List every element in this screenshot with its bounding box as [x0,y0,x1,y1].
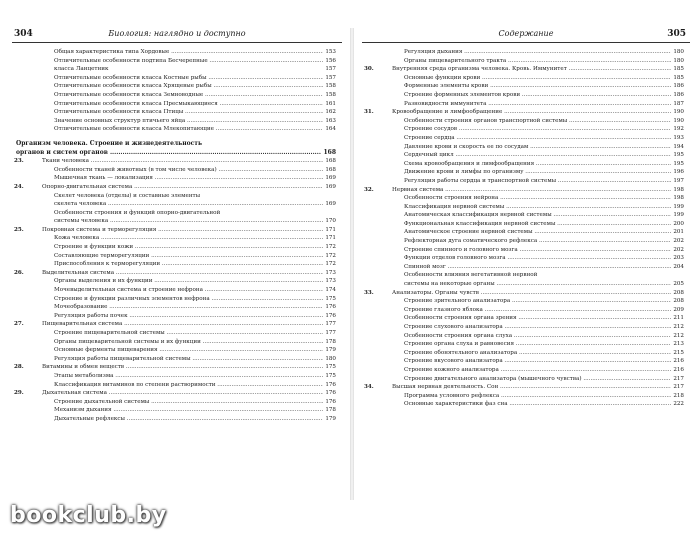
entry-page-number: 178 [325,338,336,345]
toc-entry[interactable] [12,312,342,321]
toc-chapter-entry[interactable] [12,269,342,278]
entry-title: Отличительные особенности класса Пресмыкающиеся ..... [54,100,324,109]
entry-page-number: 212 [673,332,684,339]
toc-entry[interactable] [362,254,690,263]
toc-entry[interactable] [362,48,690,57]
toc-entry[interactable] [12,295,342,304]
entry-page-number: 171 [325,235,336,242]
entry-page-number: 174 [325,287,336,294]
toc-entry[interactable] [362,203,690,212]
entry-title: Классификация витаминов по степени растворимости ..... [54,381,324,390]
entry-page-number: 157 [325,66,336,73]
entry-title: Форменные элементы крови ..... [404,82,672,91]
toc-entry[interactable] [362,117,690,126]
toc-entry[interactable] [12,200,342,209]
entry-page-number: 202 [673,238,684,245]
entry-title: Функции отделов головного мозга ..... [404,254,672,263]
toc-section-heading[interactable] [12,140,342,149]
entry-page-number: 199 [673,203,684,210]
entry-title: органов и систем органов ..... [16,149,324,158]
toc-chapter-entry[interactable] [362,289,690,298]
entry-page-number: 198 [673,186,684,193]
toc-entry[interactable] [362,74,690,83]
toc-entry[interactable] [362,211,690,220]
toc-entry[interactable] [362,271,690,280]
entry-page-number: 212 [673,324,684,330]
entry-page-number: 186 [673,83,684,90]
entry-page-number: 222 [673,401,684,408]
entry-title: Строение слухового анализатора ..... [404,323,672,332]
right-page [362,28,690,500]
toc-entry[interactable] [362,297,690,306]
toc-entry[interactable] [362,400,690,409]
toc-entry[interactable] [362,220,690,229]
toc-entry[interactable] [362,332,690,341]
toc-entry[interactable] [362,340,690,349]
entry-title: Особенности строения органа зрения ..... [404,314,672,323]
chapter-number: 32. [364,186,374,193]
entry-title: Мочевыделительная система и строение нефрона ..... [54,286,324,295]
toc-entry[interactable] [362,91,690,100]
entry-page-number: 204 [673,263,684,270]
entry-title: Строение органа слуха и равновесия ..... [404,340,672,349]
toc-entry[interactable] [12,74,342,83]
entry-title: Регуляция дыхания ..... [404,48,672,57]
toc-chapter-entry[interactable] [12,157,342,166]
toc-list [362,48,690,409]
entry-title: Особенности строения нейрона ..... [404,194,672,203]
toc-entry[interactable] [362,280,690,289]
entry-title: Организм человека. Строение и жизнедеятельность [16,139,203,147]
entry-page-number: 180 [673,57,684,64]
toc-entry[interactable] [362,168,690,177]
entry-title: Мочеобразование ..... [54,303,324,312]
watermark-logo: bookclub.by [10,503,167,528]
toc-entry[interactable] [362,151,690,160]
toc-entry[interactable] [12,338,342,347]
entry-page-number: 209 [673,306,684,313]
entry-page-number: 195 [673,160,684,167]
toc-entry[interactable] [12,355,342,364]
entry-page-number: 192 [673,126,684,133]
page-number: 305 [667,29,686,39]
toc-entry[interactable] [362,237,690,246]
entry-page-number: 216 [673,358,684,365]
entry-page-number: 211 [673,315,684,322]
entry-page-number: 218 [673,392,684,399]
entry-title: Строение обонятельного анализатора ..... [404,349,672,358]
toc-section-heading[interactable] [12,149,342,158]
entry-title: Строение вкусового анализатора ..... [404,357,672,366]
toc-entry[interactable] [362,143,690,152]
entry-title: скелета человека ..... [54,200,324,209]
entry-page-number: 176 [325,398,336,405]
entry-page-number: 186 [673,91,684,98]
toc-entry[interactable] [362,366,690,375]
entry-page-number: 217 [673,384,684,391]
toc-chapter-entry[interactable] [12,389,342,398]
toc-entry[interactable] [12,329,342,338]
entry-page-number: 173 [325,278,336,285]
entry-page-number: 168 [325,158,336,165]
entry-page-number: 179 [325,347,336,354]
entry-title: Основные характеристики фаз сна ..... [404,400,672,409]
toc-entry[interactable] [362,134,690,143]
entry-page-number: 199 [673,212,684,219]
toc-entry[interactable] [12,372,342,381]
entry-title: Кровообращение и лимфообращение ..... [392,108,672,117]
toc-entry[interactable] [12,91,342,100]
toc-entry[interactable] [12,48,342,57]
running-title: Биология: наглядно и доступно [108,29,246,38]
entry-title: Основные ферменты пищеварения ..... [54,346,324,355]
entry-page-number: 193 [673,134,684,141]
entry-page-number: 176 [325,304,336,311]
toc-entry[interactable] [12,346,342,355]
chapter-number: 24. [14,183,24,190]
entry-page-number: 158 [325,83,336,90]
entry-title: Регуляция работы сердца и транспортной системы ..... [404,177,672,186]
entry-page-number: 173 [325,269,336,276]
entry-page-number: 197 [673,177,684,184]
toc-entry[interactable] [362,82,690,91]
toc-entry[interactable] [362,100,690,109]
toc-chapter-entry[interactable] [362,65,690,74]
toc-entry[interactable] [12,57,342,66]
entry-title: Сердечный цикл ..... [404,151,672,160]
entry-page-number: 203 [673,255,684,262]
entry-title: Разновидности иммунитета ..... [404,100,672,109]
entry-title: Дыхательные рефлексы ..... [54,415,324,424]
entry-page-number: 208 [673,289,684,296]
entry-title: Покровная система и терморегуляция ..... [42,226,324,235]
entry-title: Строение пищеварительной системы ..... [54,329,324,338]
entry-page-number: 172 [325,252,336,259]
entry-title: Органы выделения и их функции ..... [54,277,324,286]
chapter-number: 28. [14,364,24,371]
page-number: 304 [14,29,33,39]
entry-page-number: 213 [673,341,684,348]
entry-page-number: 163 [325,117,336,124]
entry-page-number: 198 [673,195,684,202]
entry-title: Строение спинного и головного мозга ..... [404,246,672,255]
entry-page-number: 171 [325,226,336,233]
entry-page-number: 190 [673,109,684,116]
entry-page-number: 194 [673,143,684,150]
entry-title: Строение зрительного анализатора ..... [404,297,672,306]
entry-title: Ткани человека ..... [42,157,324,166]
toc-entry[interactable] [12,234,342,243]
left-page [12,28,342,500]
entry-page-number: 205 [673,281,684,288]
entry-page-number: 172 [325,261,336,268]
toc-entry[interactable] [12,286,342,295]
entry-page-number: 164 [325,126,336,133]
running-title: Содержание [498,29,554,38]
entry-page-number: 169 [325,201,336,208]
entry-title: системы на некоторые органы ..... [404,280,672,289]
entry-title: Нервная система ..... [392,186,672,195]
entry-page-number: 201 [673,229,684,236]
toc-entry[interactable] [12,217,342,226]
entry-title: Внутренняя среда организма человека. Кровь. Иммунитет ..... [392,65,672,74]
chapter-number: 29. [14,390,24,397]
entry-title: Кожа человека ..... [54,234,324,243]
entry-title: Строение сосудов ..... [404,125,672,134]
toc-entry[interactable] [362,306,690,315]
toc-entry[interactable] [362,246,690,255]
entry-page-number: 215 [673,349,684,356]
chapter-number: 34. [364,384,374,391]
entry-page-number: 179 [325,415,336,422]
toc-entry[interactable] [362,314,690,323]
toc-entry[interactable] [12,174,342,183]
toc-entry[interactable] [362,323,690,332]
entry-title: Мышечная ткань — локализация ..... [54,174,324,183]
entry-title: Программа условного рефлекса ..... [404,392,672,401]
entry-page-number: 185 [673,66,684,73]
entry-title: Общая характеристика типа Хордовые ..... [54,48,324,57]
entry-title: Строение кожного анализатора ..... [404,366,672,375]
entry-title: Строение сердца ..... [404,134,672,143]
entry-page-number: 161 [325,100,336,107]
toc-chapter-entry[interactable] [12,183,342,192]
entry-title: Составляющие терморегуляции ..... [54,252,324,261]
toc-entry[interactable] [12,398,342,407]
toc-entry[interactable] [12,125,342,134]
chapter-number: 33. [364,289,374,296]
toc-entry[interactable] [362,375,690,384]
toc-chapter-entry[interactable] [12,363,342,372]
entry-page-number: 176 [325,312,336,319]
entry-page-number: 172 [325,244,336,251]
toc-entry[interactable] [12,108,342,117]
toc-entry[interactable] [12,82,342,91]
toc-entry[interactable] [12,65,342,74]
entry-title: Регуляция работы пищеварительной системы ..... [54,355,324,364]
entry-page-number: 185 [673,74,684,81]
entry-page-number: 176 [325,390,336,397]
page-header [12,28,342,43]
entry-title: Отличительные особенности класса Земноводные ..... [54,91,324,100]
entry-title: Отличительные особенности класса Млекопитающие ..... [54,125,324,134]
toc-entry[interactable] [12,303,342,312]
entry-title: класса Ланцетник [54,66,109,73]
entry-title: Особенности влияния вегетативной нервной [404,272,538,279]
entry-title: Особенности строения и функций опорно-двигательной [54,209,221,216]
entry-title: Движение крови и лимфы по организму ..... [404,168,672,177]
entry-page-number: 175 [325,372,336,379]
page-header [362,28,690,43]
entry-page-number: 158 [325,91,336,98]
toc-entry[interactable] [12,252,342,261]
toc-entry[interactable] [12,260,342,269]
entry-title: Строение форменных элементов крови ..... [404,91,672,100]
toc-entry[interactable] [12,406,342,415]
entry-title: Выделительная система ..... [42,269,324,278]
entry-page-number: 178 [325,407,336,414]
entry-title: Основные функции крови ..... [404,74,672,83]
entry-title: Высшая нервная деятельность. Сон ..... [392,383,672,392]
toc-entry[interactable] [362,125,690,134]
entry-title: Спинной мозг ..... [404,263,672,272]
entry-title: Строение дыхательной системы ..... [54,398,324,407]
entry-title: Приспособления к терморегуляции ..... [54,260,324,269]
entry-page-number: 168 [325,166,336,173]
entry-title: Особенности тканей животных (в том числе человека) ..... [54,166,324,175]
entry-title: Значение основных структур птичьего яйца ..... [54,117,324,126]
entry-page-number: 196 [673,169,684,176]
toc-list [12,48,342,424]
toc-entry[interactable] [12,243,342,252]
entry-page-number: 202 [673,246,684,253]
chapter-number: 23. [14,158,24,165]
entry-title: Органы пищеварительного тракта ..... [404,57,672,66]
toc-entry[interactable] [362,392,690,401]
entry-title: Схема кровообращения и лимфообращения ..... [404,160,672,169]
entry-page-number: 180 [673,49,684,55]
entry-title: Давление крови и скорость ее по сосудам ..... [404,143,672,152]
entry-page-number: 208 [673,298,684,305]
entry-title: Регуляция работы почек ..... [54,312,324,321]
entry-page-number: 176 [325,381,336,388]
entry-title: Анатомическая классификация нервной системы ..... [404,211,672,220]
entry-title: Особенности строения органа слуха ..... [404,332,672,341]
toc-entry[interactable] [362,349,690,358]
toc-chapter-entry[interactable] [362,383,690,392]
toc-entry[interactable] [362,160,690,169]
toc-chapter-entry[interactable] [362,186,690,195]
entry-title: Скелет человека (отделы) и составные элементы [54,192,201,199]
entry-title: системы человека ..... [54,217,324,226]
toc-entry[interactable] [12,209,342,218]
toc-entry[interactable] [362,228,690,237]
chapter-number: 31. [364,109,374,116]
entry-title: Строение и функции кожи ..... [54,243,324,252]
chapter-number: 25. [14,226,24,233]
entry-title: Отличительные особенности подтипа Бесчерепные ..... [54,57,324,66]
entry-page-number: 175 [325,295,336,302]
toc-entry[interactable] [12,381,342,390]
toc-entry[interactable] [12,277,342,286]
entry-title: Пищеварительная система ..... [42,320,324,329]
toc-entry[interactable] [12,166,342,175]
toc-entry[interactable] [362,177,690,186]
entry-page-number: 168 [323,148,336,156]
entry-page-number: 180 [325,355,336,362]
entry-page-number: 190 [673,117,684,124]
entry-page-number: 156 [325,57,336,64]
entry-title: Классификация нервной системы ..... [404,203,672,212]
entry-page-number: 177 [325,321,336,328]
entry-title: Витамины и обмен веществ ..... [42,363,324,372]
entry-page-number: 187 [673,100,684,107]
toc-entry[interactable] [362,194,690,203]
entry-title: Опорно-двигательная система ..... [42,183,324,192]
toc-chapter-entry[interactable] [12,320,342,329]
toc-entry[interactable] [12,415,342,424]
entry-title: Строение глазного яблока ..... [404,306,672,315]
book-spread [12,28,690,500]
entry-page-number: 169 [325,175,336,182]
toc-entry[interactable] [12,100,342,109]
entry-title: Анатомическое строение нервной системы ..... [404,228,672,237]
entry-title: Отличительные особенности класса Хрящевые рыбы ..... [54,82,324,91]
entry-title: Строение двигательного анализатора (мышечного чувства) ..... [404,375,672,384]
toc-chapter-entry[interactable] [362,108,690,117]
entry-page-number: 162 [325,109,336,116]
entry-title: Строение и функции различных элементов нефрона ..... [54,295,324,304]
entry-title: Этапы метаболизма ..... [54,372,324,381]
entry-title: Механизм дыхания ..... [54,406,324,415]
entry-title: Особенности строения органов транспортной системы ..... [404,117,672,126]
entry-page-number: 177 [325,330,336,336]
entry-title: Анализаторы. Органы чувств ..... [392,289,672,298]
entry-page-number: 216 [673,366,684,373]
chapter-number: 26. [14,269,24,276]
chapter-number: 27. [14,321,24,328]
toc-entry[interactable] [12,192,342,201]
entry-title: Отличительные особенности класса Костные рыбы ..... [54,74,324,83]
entry-page-number: 200 [673,220,684,227]
toc-entry[interactable] [362,357,690,366]
toc-chapter-entry[interactable] [12,226,342,235]
entry-title: Отличительные особенности класса Птицы ..... [54,108,324,117]
toc-entry[interactable] [12,117,342,126]
entry-page-number: 175 [325,364,336,371]
entry-page-number: 217 [673,375,684,382]
chapter-number: 30. [364,66,374,73]
entry-page-number: 195 [673,152,684,159]
entry-title: Функциональная классификация нервной системы ..... [404,220,672,229]
entry-page-number: 170 [325,218,336,225]
entry-title: Рефлекторная дуга соматического рефлекса ..... [404,237,672,246]
book-gutter [350,28,354,500]
entry-title: Дыхательная система ..... [42,389,324,398]
entry-page-number: 169 [325,183,336,190]
entry-page-number: 157 [325,74,336,81]
toc-entry[interactable] [362,263,690,272]
entry-page-number: 153 [325,49,336,55]
entry-title: Органы пищеварительной системы и их функции ..... [54,338,324,347]
toc-entry[interactable] [362,57,690,66]
